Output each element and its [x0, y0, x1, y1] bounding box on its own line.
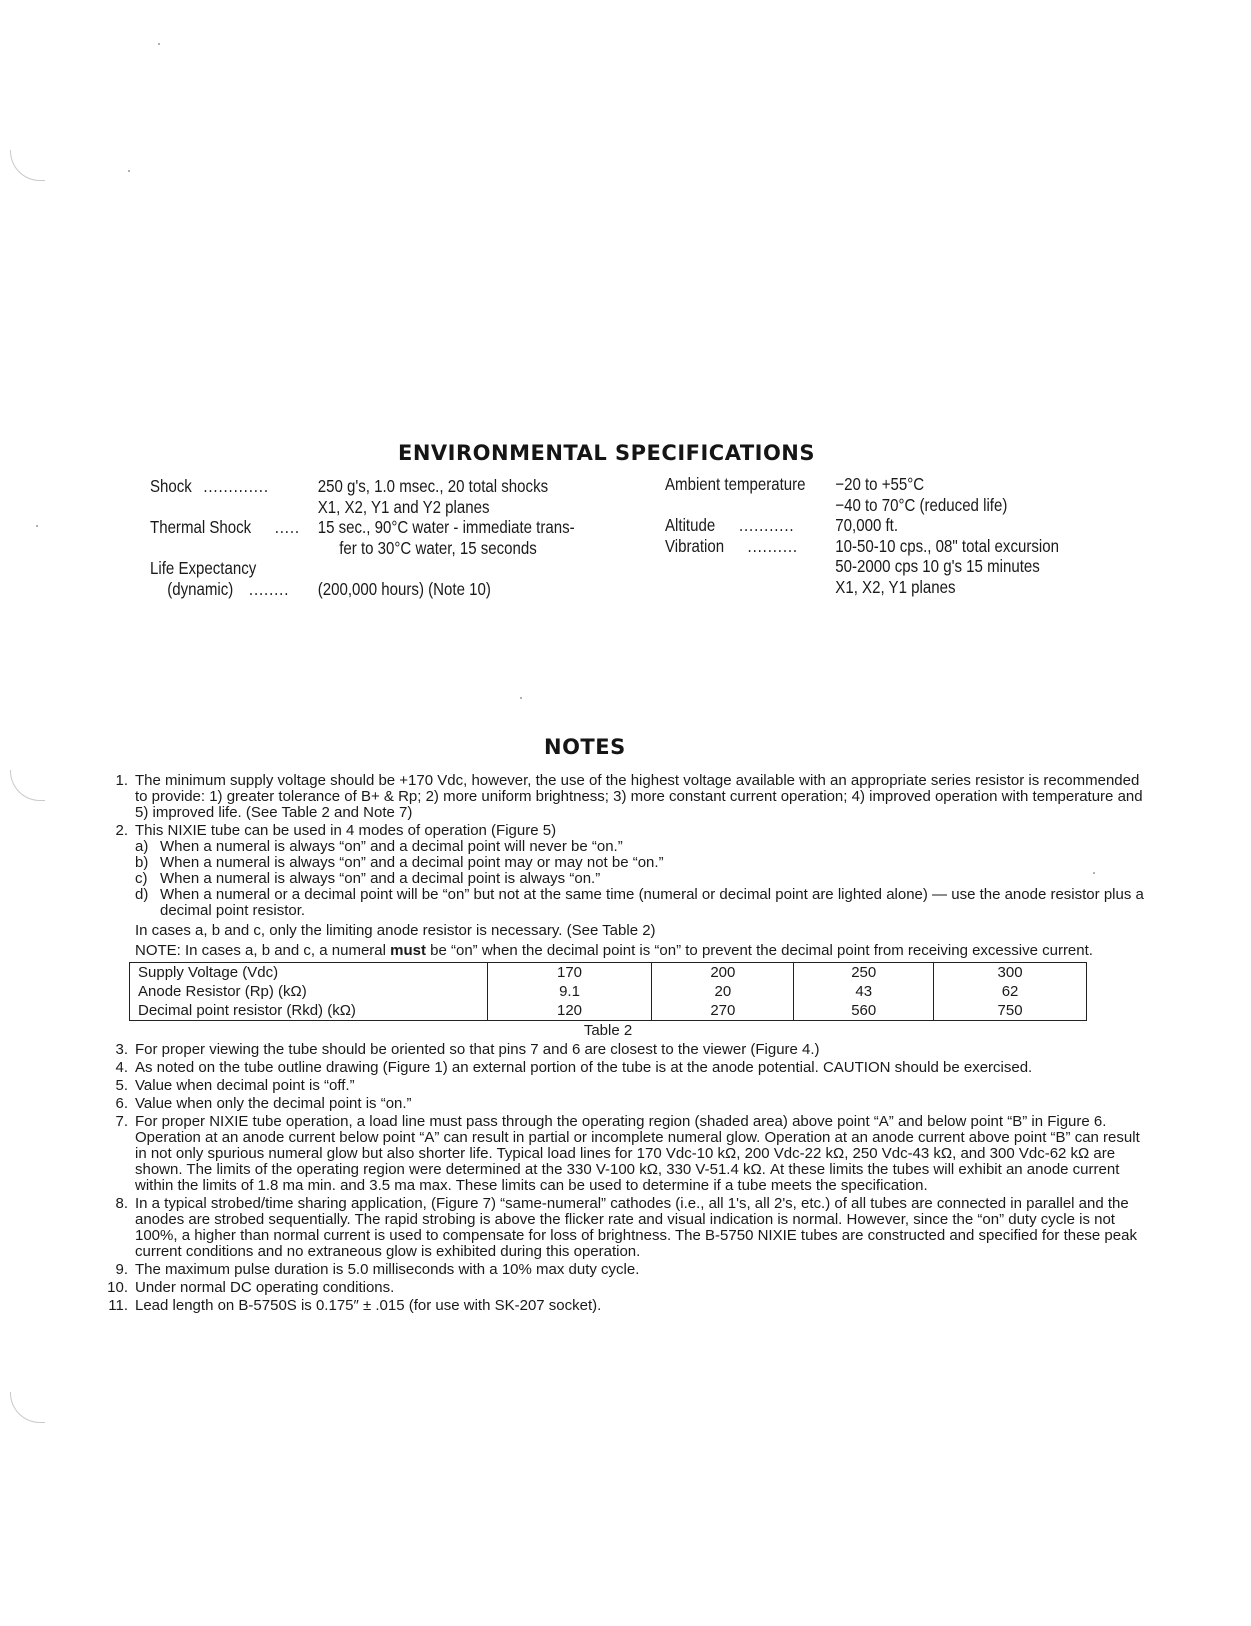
spec-value: 10-50-10 cps., 08" total excursion — [835, 535, 1059, 556]
table-cell: 300 — [934, 963, 1087, 983]
note-text: This NIXIE tube can be used in 4 modes of operation (Figure 5) — [135, 822, 557, 839]
note-item — [100, 1280, 1150, 1296]
spec-value: −40 to 70°C (reduced life) — [835, 494, 1008, 515]
subitem-letter: d) — [135, 886, 149, 903]
subitem-text: When a numeral is always “on” and a decimal point will never be “on.” — [160, 838, 623, 855]
note-subitem — [135, 871, 1150, 887]
scan-speck — [128, 170, 130, 172]
spec-value: 70,000 ft. — [835, 515, 899, 535]
note-number: 1. — [115, 772, 128, 789]
subitem-text: When a numeral or a decimal point will be “on” but not at the same time (numeral or decimal point are lighted alone) — use the anode resistor plus a decimal point resistor. — [160, 886, 1144, 919]
binder-hole-mark-top — [10, 150, 45, 181]
spec-value: −20 to +55°C — [835, 474, 925, 494]
note-item — [100, 773, 1150, 821]
spec-label: Ambient temperature — [665, 474, 806, 494]
table-cell: 200 — [652, 963, 794, 983]
note-text: For proper viewing the tube should be oriented so that pins 7 and 6 are closest to the viewer (Figure 4.) — [135, 1041, 820, 1058]
leader-dots: ..... — [274, 517, 300, 537]
note-text: Under normal DC operating conditions. — [135, 1279, 395, 1296]
table-row — [130, 963, 1087, 983]
note-text: As noted on the tube outline drawing (Figure 1) an external portion of the tube is at the anode potential. CAUTION should be exercised. — [135, 1059, 1033, 1076]
spec-label: Altitude — [665, 515, 716, 535]
note-number: 11. — [108, 1297, 128, 1314]
table-cell: 120 — [487, 1001, 652, 1021]
leader-dots: .......... — [747, 535, 798, 556]
spec-label: Thermal Shock — [150, 517, 252, 537]
note-item — [100, 1078, 1150, 1094]
note-paragraph — [135, 943, 1150, 959]
note-text: Value when only the decimal point is “on.” — [135, 1095, 412, 1112]
note-subitem — [135, 887, 1150, 919]
notes-heading: NOTES — [544, 735, 626, 759]
table-row-label: Anode Resistor (Rp) (kΩ) — [130, 982, 488, 1001]
note-fragment: NOTE: In cases a, b and c, a numeral — [135, 942, 391, 959]
note-emphasis: must — [390, 942, 426, 959]
note-fragment: be “on” when the decimal point is “on” to prevent the decimal point from receiving excessive current. — [425, 942, 1093, 959]
scan-speck — [158, 43, 160, 45]
scan-speck — [36, 525, 38, 527]
table-cell: 62 — [934, 982, 1087, 1001]
spec-value: 250 g's, 1.0 msec., 20 total shocks — [317, 476, 549, 496]
table-cell: 9.1 — [487, 982, 652, 1001]
table-caption: Table 2 — [583, 1022, 633, 1039]
spec-value: (200,000 hours) (Note 10) — [317, 578, 491, 599]
spec-value: 50-2000 cps 10 g's 15 minutes — [835, 556, 1040, 576]
binder-hole-mark-bottom — [10, 1392, 45, 1423]
table-row-label: Decimal point resistor (Rkd) (kΩ) — [130, 1001, 488, 1021]
note-subitem — [135, 839, 1150, 855]
notes-list — [100, 773, 1150, 1316]
note-item — [100, 1042, 1150, 1058]
subitem-text: When a numeral is always “on” and a decimal point is always “on.” — [160, 870, 601, 887]
table-cell: 750 — [934, 1001, 1087, 1021]
note-text: The maximum pulse duration is 5.0 milliseconds with a 10% max duty cycle. — [135, 1261, 640, 1278]
note-text: Lead length on B-5750S is 0.175″ ± .015 (for use with SK-207 socket). — [135, 1297, 602, 1314]
note-item — [100, 1096, 1150, 1112]
note-item — [100, 1060, 1150, 1076]
note-number: 4. — [115, 1059, 128, 1076]
subitem-letter: b) — [135, 854, 149, 871]
note-paragraph: In cases a, b and c, only the limiting anode resistor is necessary. (See Table 2) — [135, 922, 656, 939]
note-number: 9. — [115, 1261, 128, 1278]
table-row — [130, 1001, 1087, 1021]
note-number: 7. — [115, 1113, 128, 1130]
spec-label: Shock — [150, 476, 192, 496]
table-row-label: Supply Voltage (Vdc) — [130, 963, 488, 983]
note-text: The minimum supply voltage should be +170 Vdc, however, the use of the highest voltage available with an appropriate series resistor is recommended to provide: 1) greater tolerance of B+ & Rp; 2) more uniform brightness; 3) more constant current operation; 4) improved operation with temperature and 5) improved life. (See Table 2 and Note 7) — [135, 772, 1143, 821]
spec-value: fer to 30°C water, 15 seconds — [339, 537, 537, 558]
scan-speck — [520, 697, 522, 699]
table-cell: 270 — [652, 1001, 794, 1021]
table-cell: 250 — [794, 963, 934, 983]
table-cell: 20 — [652, 982, 794, 1001]
subitem-letter: a) — [135, 838, 149, 855]
spec-value: X1, X2, Y1 and Y2 planes — [317, 496, 490, 517]
note-number: 3. — [115, 1041, 128, 1058]
spec-sublabel: (dynamic) — [167, 578, 234, 599]
leader-dots: ........ — [248, 578, 290, 599]
note-item — [100, 1196, 1150, 1260]
binder-hole-mark-middle — [10, 770, 45, 801]
note-subitem — [135, 855, 1150, 871]
note-item — [100, 1262, 1150, 1278]
table-cell: 170 — [487, 963, 652, 983]
subitem-letter: c) — [135, 870, 148, 887]
note-text: In a typical strobed/time sharing application, (Figure 7) “same-numeral” cathodes (i.e., all 1's, all 2's, etc.) of all tubes are connected in parallel and the anodes are strobed sequentially. The rapid strobing is above the flicker rate and visual indication is normal. However, since the “on” duty cycle is not 100%, a higher than normal current is used to compensate for loss of brightness. The B-5750 NIXIE tubes are constructed and specified for these peak current conditions and no extraneous glow is exhibited during this operation. — [135, 1195, 1137, 1260]
spec-label: Vibration — [665, 535, 725, 556]
note-text: For proper NIXIE tube operation, a load line must pass through the operating region (shaded area) above point “A” and below point “B” in Figure 6. Operation at an anode current below point “A” can result in partial or incomplete numeral glow. Operation at an anode current above point “B” can result in not only spurious numeral glow but also shorter life. Typical load lines for 170 Vdc-10 kΩ, 200 Vdc-22 kΩ, 250 Vdc-43 kΩ, and 300 Vdc-62 kΩ are shown. The limits of the operating region were determined at the 330 V-100 kΩ, 330 V-51.4 kΩ. At these limits the tubes will exhibit an anode current within the limits of 1.8 ma min. and 3.5 ma max. These limits can be used to determine if a tube meets the specification. — [135, 1113, 1140, 1194]
table-cell: 43 — [794, 982, 934, 1001]
note-number: 10. — [107, 1279, 128, 1296]
leader-dots: ........... — [738, 515, 795, 535]
note-item — [100, 1114, 1150, 1194]
note-number: 5. — [115, 1077, 128, 1094]
table-cell: 560 — [794, 1001, 934, 1021]
leader-dots: ............. — [203, 476, 269, 496]
spec-value: 15 sec., 90°C water - immediate trans- — [317, 517, 575, 537]
note-number: 8. — [115, 1195, 128, 1212]
note-item — [100, 823, 1150, 959]
note-item — [100, 1298, 1150, 1314]
environmental-specifications-heading: ENVIRONMENTAL SPECIFICATIONS — [398, 441, 816, 465]
subitem-text: When a numeral is always “on” and a decimal point may or may not be “on.” — [160, 854, 664, 871]
note-text: Value when decimal point is “off.” — [135, 1077, 355, 1094]
spec-value: X1, X2, Y1 planes — [835, 576, 956, 597]
note-number: 2. — [115, 822, 128, 839]
note-number: 6. — [115, 1095, 128, 1112]
table-row — [130, 982, 1087, 1001]
spec-label: Life Expectancy — [150, 558, 257, 578]
resistor-table — [129, 962, 1087, 1021]
